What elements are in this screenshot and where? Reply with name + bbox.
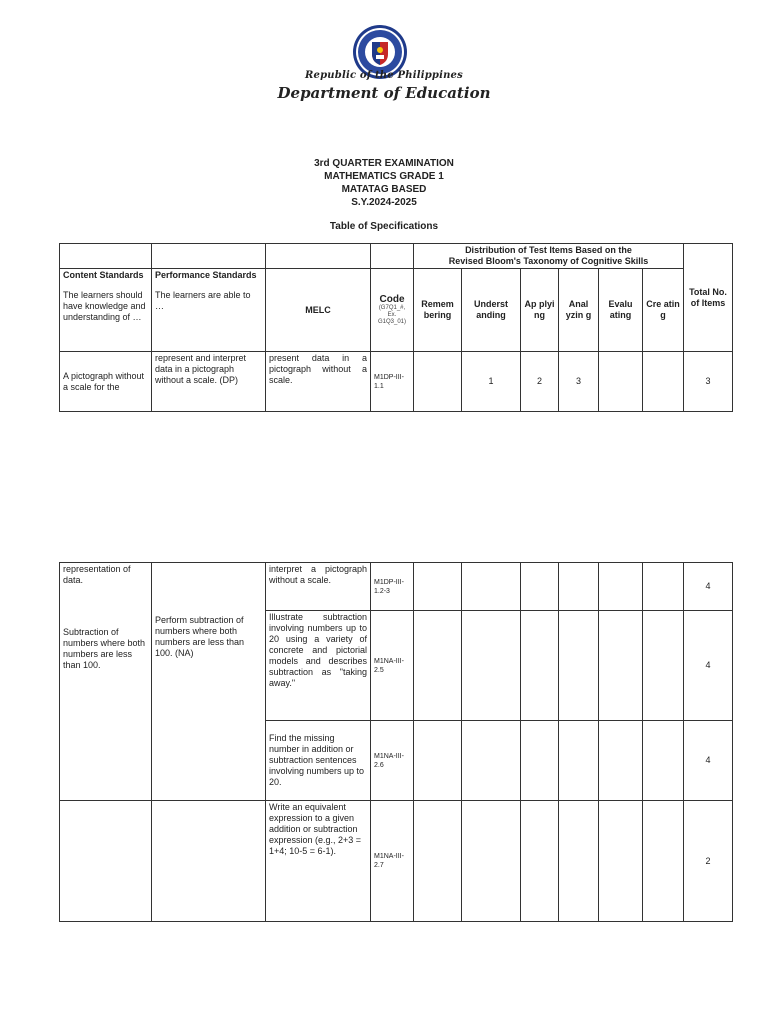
creating-cell (643, 352, 684, 412)
total-cell: 4 (684, 611, 733, 721)
remembering-header: Remem bering (414, 269, 462, 352)
creating-header: Cre atin g (643, 269, 684, 352)
exam-title-line4: S.Y.2024-2025 (351, 197, 417, 208)
evaluating-cell (599, 721, 643, 801)
applying-cell (521, 563, 559, 611)
code-sub: (G7Q1_#, Ex. G1Q3_01) (377, 305, 407, 325)
evaluating-cell (599, 352, 643, 412)
total-cell: 4 (684, 563, 733, 611)
applying-header: Ap plyi ng (521, 269, 559, 352)
applying-cell (521, 611, 559, 721)
code-cell: M1DP-III-1.1 (371, 352, 414, 412)
creating-cell (643, 721, 684, 801)
exam-title-line2: MATHEMATICS GRADE 1 (324, 171, 444, 182)
total-cell: 2 (684, 801, 733, 922)
melc-cell: interpret a pictograph without a scale. (266, 563, 371, 611)
total-cell: 4 (684, 721, 733, 801)
evaluating-cell (599, 563, 643, 611)
code-cell: M1NA-III-2.7 (371, 801, 414, 922)
melc-cell: Write an equivalent expression to a given addition or subtraction expression (e.g., 2+3 = 1+4; 10-5 = 6-1). (266, 801, 371, 922)
understanding-cell: 1 (462, 352, 521, 412)
blank-cell (60, 244, 152, 269)
performance-standards-header (152, 269, 266, 352)
code-cell: M1NA-III-2.6 (371, 721, 414, 801)
remembering-cell (414, 721, 462, 801)
total-items-header: Total No. of Items (684, 244, 733, 352)
evaluating-header: Evalu ating (599, 269, 643, 352)
content-cell (60, 563, 152, 801)
code-cell: M1NA-III-2.5 (371, 611, 414, 721)
melc-header: MELC (266, 269, 371, 352)
analyzing-cell (559, 563, 599, 611)
evaluating-cell (599, 611, 643, 721)
blank-cell (266, 244, 371, 269)
content-cell (60, 801, 152, 922)
understanding-cell (462, 721, 521, 801)
content-standards-header (60, 269, 152, 352)
exam-title (0, 157, 768, 209)
distribution-header-line1: Distribution of Test Items Based on the (465, 245, 632, 255)
distribution-header (414, 244, 684, 269)
applying-cell (521, 801, 559, 922)
exam-title-line3: MATATAG BASED (341, 184, 427, 195)
distribution-header-line2: Revised Bloom's Taxonomy of Cognitive Skills (448, 256, 649, 266)
republic-header: Republic of the Philippines (305, 70, 463, 81)
tos-title: Table of Specifications (329, 221, 439, 232)
applying-cell (521, 721, 559, 801)
creating-cell (643, 801, 684, 922)
blank-cell (371, 244, 414, 269)
code-cell: M1DP-III-1.2-3 (371, 563, 414, 611)
remembering-cell (414, 611, 462, 721)
content-cell-text-2: Subtraction of numbers where both numbers are less than 100. (63, 627, 146, 670)
analyzing-cell (559, 801, 599, 922)
content-cell: A pictograph without a scale for the (60, 352, 152, 412)
melc-cell: present data in a pictograph without a scale. (266, 352, 371, 412)
content-standards-title: Content Standards (63, 270, 144, 280)
understanding-header: Underst anding (462, 269, 521, 352)
table-row (60, 801, 733, 922)
exam-title-line1: 3rd QUARTER EXAMINATION (314, 158, 454, 169)
performance-cell: Perform subtraction of numbers where both numbers are less than 100. (NA) (152, 563, 266, 801)
melc-cell: Find the missing number in addition or subtraction sentences involving numbers up to 20. (266, 721, 371, 801)
content-cell-text-1: representation of data. (63, 564, 131, 585)
remembering-cell (414, 352, 462, 412)
performance-standards-sub: The learners are able to … (155, 290, 251, 311)
evaluating-cell (599, 801, 643, 922)
code-header (371, 269, 414, 352)
understanding-cell (462, 611, 521, 721)
understanding-cell (462, 563, 521, 611)
creating-cell (643, 563, 684, 611)
analyzing-header: Anal yzin g (559, 269, 599, 352)
performance-standards-title: Performance Standards (155, 270, 257, 280)
remembering-cell (414, 563, 462, 611)
table-row (60, 352, 733, 412)
analyzing-cell (559, 721, 599, 801)
melc-cell: Illustrate subtraction involving numbers up to 20 using a variety of concrete and pictorial models and describes subtraction as "taking away." (266, 611, 371, 721)
total-cell: 3 (684, 352, 733, 412)
blank-cell (152, 244, 266, 269)
performance-cell: represent and interpret data in a pictograph without a scale. (DP) (152, 352, 266, 412)
creating-cell (643, 611, 684, 721)
content-standards-sub: The learners should have knowledge and understanding of … (63, 290, 146, 322)
remembering-cell (414, 801, 462, 922)
table-row (60, 563, 733, 611)
department-header: Department of Education (277, 84, 491, 102)
performance-cell (152, 801, 266, 922)
applying-cell: 2 (521, 352, 559, 412)
analyzing-cell (559, 611, 599, 721)
specifications-table-part2 (59, 562, 733, 922)
specifications-table-part1 (59, 243, 733, 412)
code-title: Code (379, 294, 405, 305)
understanding-cell (462, 801, 521, 922)
analyzing-cell: 3 (559, 352, 599, 412)
